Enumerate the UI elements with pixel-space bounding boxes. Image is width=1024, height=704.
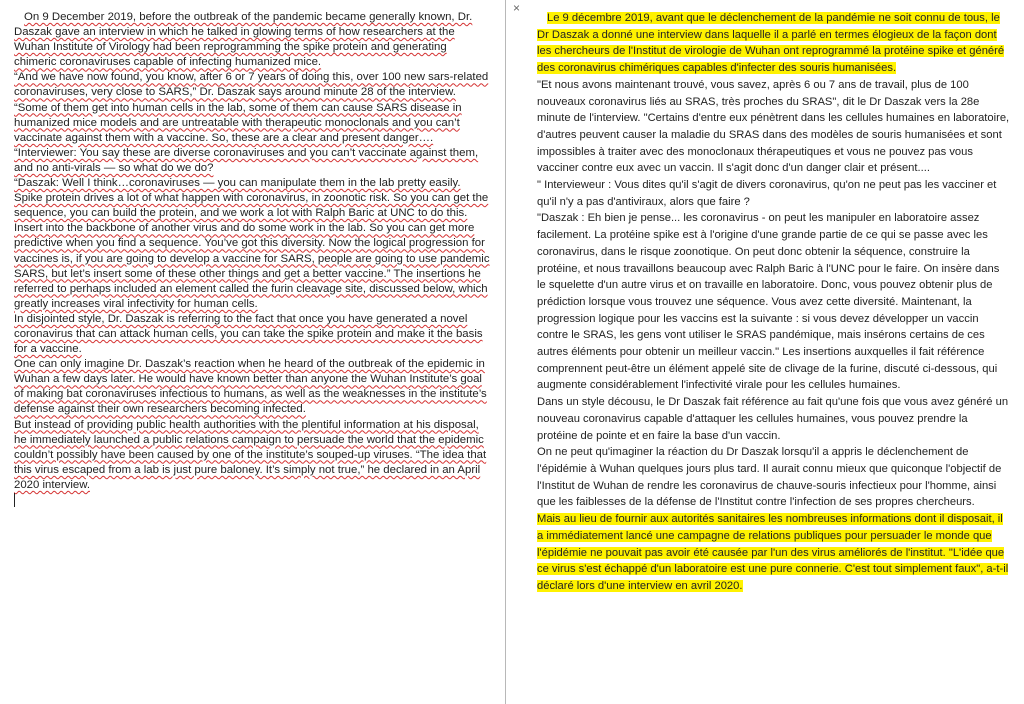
translation-text-editor[interactable]	[519, 0, 1024, 704]
translation-paragraph-6[interactable]: On ne peut qu'imaginer la réaction du Dr Daszak lorsqu'il a appris le déclenchement de l'épidémie à Wuhan quelques jours plus tard. Il aurait connu mieux que quiconque l'objectif de l'Institut de Wuhan de rendre les coronavirus de chauve-souris infectieux pour l'homme, ainsi que les faiblesses de la défense de l'Institut contre l'infection de ses propres chercheurs.	[537, 446, 1002, 509]
translation-paragraph-3[interactable]: " Intervieweur : Vous dites qu'il s'agit de divers coronavirus, qu'on ne peut pas les vacciner et qu'il n'y a pas d'antiviraux, alors que faire ?	[537, 179, 997, 208]
source-text-editor[interactable]	[0, 0, 505, 704]
translation-paragraph-7[interactable]: Mais au lieu de fournir aux autorités sanitaires les nombreuses informations dont il disposait, il a immédiatement lancé une campagne de relations publiques pour persuader le monde que l'épidémie ne pouvait pas avoir été causée par l'un des virus améliorés de l'institut. "L'idée que ce virus s'est échappé d'un laboratoire est une pure connerie. C'est tout simplement faux", a-t-il déclaré lors d'une interview en avril 2020.	[537, 513, 1009, 592]
pane-divider[interactable]	[505, 0, 506, 704]
source-paragraph-2[interactable]: “And we have now found, you know, after 6 or 7 years of doing this, over 100 new sars-related coronaviruses, very close to SARS,” Dr. Daszak says around minute 28 of the interview. “Some of them get into human cells in the lab, some of them can cause SARS disease in humanized mice models and are untreatable with therapeutic monoclonals and you can’t vaccinate against them with a vaccine. So, these are a clear and present danger….	[14, 71, 489, 144]
source-paragraph-1[interactable]: On 9 December 2019, before the outbreak of the pandemic became generally known, Dr. Daszak gave an interview in which he talked in glowing terms of how researchers at the Wuhan Institute of Virology had been reprogramming the spike protein and generating chimeric coronaviruses capable of infecting humanized mice.	[14, 11, 473, 69]
source-paragraph-3[interactable]: “Interviewer: You say these are diverse coronaviruses and you can’t vaccinate against them, and no anti-virals — so what do we do?	[14, 146, 479, 174]
source-paragraph-7[interactable]: But instead of providing public health authorities with the plentiful information at his disposal, he immediately launched a public relations campaign to persuade the world that the epidemic couldn’t possibly have been caused by one of the institute’s souped-up viruses. “The idea that this virus escaped from a lab is just pure baloney. It’s simply not true,” he declared in an April 2020 interview.	[14, 418, 487, 491]
translation-paragraph-1[interactable]: Le 9 décembre 2019, avant que le déclenchement de la pandémie ne soit connu de tous, le Dr Daszak a donné une interview dans laquelle il a parlé en termes élogieux de la façon dont les chercheurs de l'Institut de virologie de Wuhan ont reprogrammé la protéine spike et généré des coronavirus chimériques capables d'infecter des souris humanisées.	[537, 12, 1005, 75]
translation-paragraph-2[interactable]: "Et nous avons maintenant trouvé, vous savez, après 6 ou 7 ans de travail, plus de 100 nouveaux coronavirus liés au SRAS, très proches du SRAS", dit le Dr Daszak vers la 28e minute de l'interview. "Certains d'entre eux pénètrent dans les cellules humaines en laboratoire, d'autres peuvent causer la maladie du SRAS dans des modèles de souris humanisées et sont impossibles à traiter avec des monoclonaux thérapeutiques et vous ne pouvez pas vous vacciner contre eux avec un vaccin. Il s'agit donc d'un danger clair et présent....	[537, 78, 1010, 175]
translation-paragraph-5[interactable]: Dans un style décousu, le Dr Daszak fait référence au fait qu'une fois que vous avez généré un nouveau coronavirus capable d'attaquer les cellules humaines, vous pouvez prendre la protéine de pointe et en faire la base d'un vaccin.	[537, 396, 1009, 442]
close-icon[interactable]: ×	[513, 1, 521, 15]
source-paragraph-5[interactable]: In disjointed style, Dr. Daszak is referring to the fact that once you have generated a novel coronavirus that can attack human cells, you can take the spike protein and make it the basis for a vaccine.	[14, 312, 483, 356]
source-paragraph-4[interactable]: “Daszak: Well I think…coronaviruses — you can manipulate them in the lab pretty easily. Spike protein drives a lot of what happen with coronavirus, in zoonotic risk. So you can get the sequence, you can build the protein, and we work a lot with Ralph Baric at UNC to do this. Insert into the backbone of another virus and do some work in the lab. So you can get more predictive when you find a sequence. You’ve got this diversity. Now the logical progression for vaccines is, if you are going to develop a vaccine for SARS, people are going to use pandemic SARS, but let’s insert some of these other things and get a better vaccine.” The insertions he referred to perhaps included an element called the furin cleavage site, discussed below, which greatly increases viral infectivity for human cells.	[14, 177, 490, 310]
translation-paragraph-4[interactable]: "Daszak : Eh bien je pense... les coronavirus - on peut les manipuler en laboratoire assez facilement. La protéine spike est à l'origine d'une grande partie de ce qui se passe avec les coronavirus, dans le risque zoonotique. On peut donc obtenir la séquence, construire la protéine, et nous travaillons beaucoup avec Ralph Baric à l'UNC pour le faire. On insère dans le squelette d'un autre virus et on travaille en laboratoire. Donc, vous pouvez obtenir plus de prédiction lorsque vous trouvez une séquence. Vous avez cette diversité. Maintenant, la progression logique pour les vaccins est la suivante : si vous devez développer un vaccin contre le SRAS, les gens vont utiliser le SRAS pandémique, mais insérons certains de ces autres éléments pour obtenir un meilleur vaccin." Les insertions auxquelles il fait référence comprennent peut-être un élément appelé site de clivage de la furine, discuté ci-dessous, qui augmente considérablement l'infectivité virale pour les cellules humaines.	[537, 212, 1000, 392]
text-cursor	[14, 493, 15, 507]
source-paragraph-6[interactable]: One can only imagine Dr. Daszak’s reaction when he heard of the outbreak of the epidemic in Wuhan a few days later. He would have known better than anyone the Wuhan Institute’s goal of making bat coronaviruses infectious to humans, as well as the weaknesses in the institute’s defense against their own researchers becoming infected.	[14, 358, 487, 416]
